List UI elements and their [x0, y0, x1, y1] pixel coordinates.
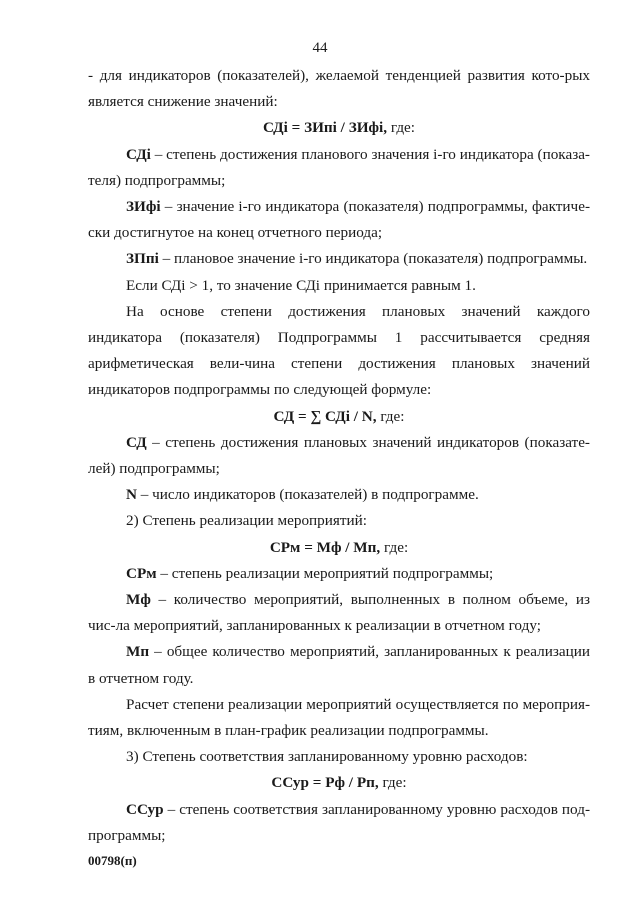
definition-text: – степень реализации мероприятий подпрограммы; [156, 564, 494, 582]
paragraph-average: На основе степени достижения плановых значений каждого индикатора (показателя) Подпрограммы 1 рассчитывается средняя арифметическая вели-чина степени достижения плановых значений индикаторов подпрограммы по следующей формуле: [88, 302, 590, 399]
definition-term: СРм [126, 564, 157, 582]
formula-expression: ССур = Рф / Рп, [271, 774, 379, 792]
definition-zifi [88, 194, 590, 246]
paragraph-section-2: 2) Степень реализации мероприятий: [126, 512, 367, 530]
formula-suffix: где: [378, 774, 407, 792]
formula-expression: СДi = ЗИпi / ЗИфi, [262, 119, 388, 137]
definition-term: ЗИфi [126, 198, 161, 216]
formula-expression: СД = ∑ СДi / N, [273, 407, 377, 425]
definition-term: Мп [126, 643, 150, 661]
definition-text: – степень соответствия запланированному уровню расходов под-программы; [88, 800, 590, 844]
formula-srm [88, 535, 590, 561]
formula-suffix: где: [376, 407, 405, 425]
definition-zppi [88, 246, 590, 272]
definition-ssur [88, 797, 590, 849]
definition-text: – плановое значение i-го индикатора (показателя) подпрограммы. [158, 250, 588, 268]
formula-sdi [88, 115, 590, 141]
definition-mf [88, 587, 590, 639]
definition-text: – число индикаторов (показателей) в подпрограмме. [136, 486, 479, 504]
paragraph-section-3: 3) Степень соответствия запланированному уровню расходов: [126, 748, 528, 766]
definition-text: – степень достижения планового значения i-го индикатора (показа-теля) подпрограммы; [88, 145, 590, 189]
definition-sd [88, 430, 590, 482]
definition-term: СД [126, 433, 147, 451]
definition-term: N [126, 486, 137, 504]
formula-ssur [88, 770, 590, 796]
formula-expression: СРм = Мф / Мп, [269, 538, 381, 556]
definition-term: ССур [126, 800, 164, 818]
formula-sd [88, 404, 590, 430]
definition-term: СДi [126, 145, 151, 163]
definition-term: ЗПпi [126, 250, 159, 268]
definition-mp [88, 639, 590, 691]
definition-text: – степень достижения плановых значений индикаторов (показате-лей) подпрограммы; [88, 433, 590, 478]
formula-suffix: где: [380, 538, 409, 556]
paragraph-condition: Если СДi > 1, то значение СДi принимается равным 1. [126, 276, 476, 294]
document-code: 00798(п) [88, 853, 137, 868]
document-body [88, 63, 590, 849]
intro-paragraph: - для индикаторов (показателей), желаемой тенденцией развития кото-рых является снижение значений: [88, 67, 590, 111]
formula-suffix: где: [387, 119, 416, 137]
definition-term: Мф [126, 591, 151, 609]
definition-srm [88, 561, 590, 587]
definition-n [88, 482, 590, 508]
paragraph-calculation: Расчет степени реализации мероприятий осуществляется по мероприя-тиям, включенным в план-график реализации подпрограммы. [88, 695, 590, 740]
definition-text: – значение i-го индикатора (показателя) подпрограммы, фактиче-ски достигнутое на конец отчетного периода; [88, 198, 590, 242]
definition-text: – количество мероприятий, выполненных в полном объеме, из чис-ла мероприятий, запланированных к реализации в отчетном году; [88, 591, 590, 635]
definition-sdi [88, 142, 590, 194]
definition-text: – общее количество мероприятий, запланированных к реализации в отчетном году. [88, 643, 590, 687]
page-number: 44 [312, 40, 328, 56]
